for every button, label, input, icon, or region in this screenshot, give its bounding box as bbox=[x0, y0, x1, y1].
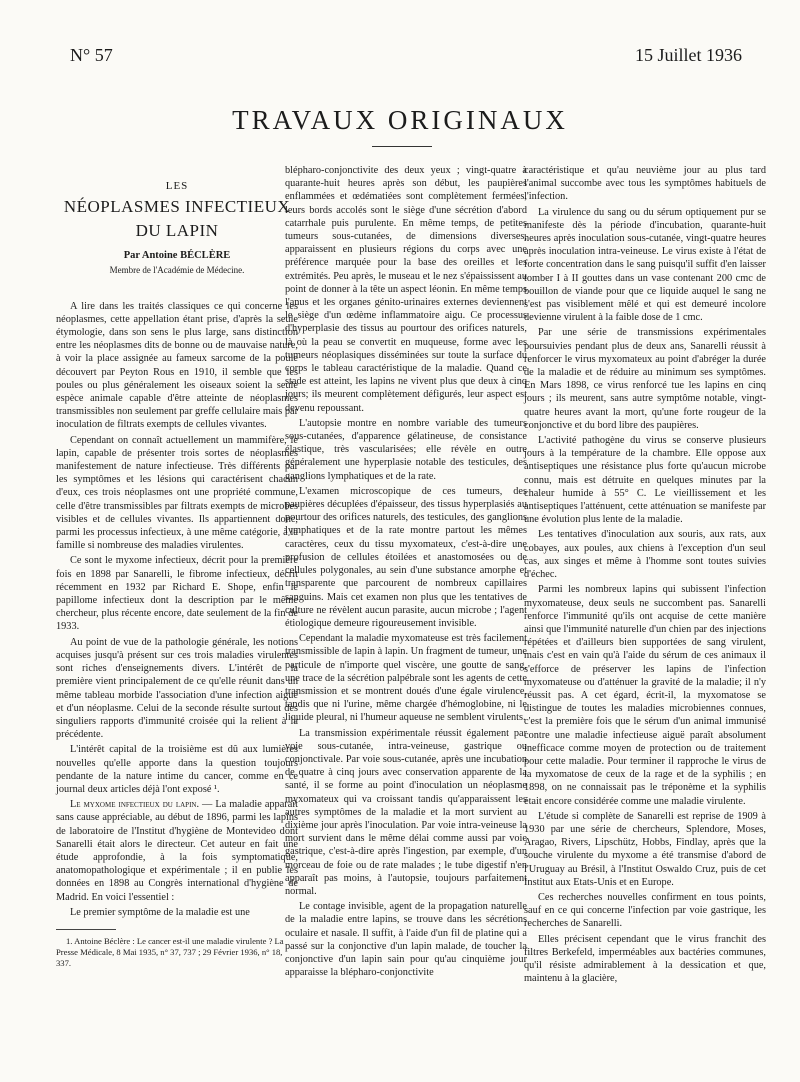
paragraph: L'examen microscopique de ces tumeurs, des paupières décuplées d'épaisseur, des tissus hyperplasiés au pourtour des orifices naturels, des testicules, des ganglions lymphatiques et de la rate montre partout les mêmes caractères, ceux du tissu myxomateux, c'est-à-dire une profusion de cellules étoilées et anastomosées ou de cellules polygonales, au sein d'une substance amorphe et transparente que parcourent de nombreux capillaires sanguins. Mais cet examen non plus que les tentatives de culture ne révèlent aucun parasite, aucun microbe ; l'agent étiologique demeure rigoureusement invisible. bbox=[285, 485, 527, 629]
paragraph: blépharo-conjonctivite des deux yeux ; vingt-quatre à quarante-huit heures après son début, les paupières enflammées et œdématiées sont complètement fermées, leurs bords accolés sont le siège d'une sécrétion d'abord catarrhale puis purulente. En même temps, de petites tumeurs sous-cutanées, de dimensions diverses, apparaissent en plusieurs régions du corps avec une préférence marquée pour la base des oreilles et les extrémités. Peu après, le museau et le nez s'épaississent au point de donner à la tête un aspect léonin. En même temps l'anus et les organes génito-urinaires externes deviennent le siège d'un œdème inflammatoire aigu. Ce processus d'hyperplasie des tissus au pourtour des orifices naturels, là où la peau se convertit en muqueuse, forme avec les tumeurs néoplasiques disséminées sur toute la surface du corps le tableau caractéristique de la maladie. Quand ce stade est atteint, les lapins ne vivent plus que deux à cinq jours; ils meurent complètement défigurés, leur aspect est devenu repoussant. bbox=[285, 165, 527, 414]
column-3 bbox=[524, 164, 766, 987]
article-title-line-2: DU LAPIN bbox=[135, 221, 219, 241]
paragraph: Parmi les nombreux lapins qui subissent l'infection myxomateuse, deux seuls ne succombent pas. Sanarelli renforce l'immunité qu'ils ont acquise de cette manière ainsi que l'immunité naturelle d'un chien par des injections répétées et d'ailleurs bien supportées de sang virulent, mais c'est en vain qu'à l'aide du sérum de ces animaux il s'efforce de préserver les lapins de l'infection myxomateuse ou d'atténuer la gravité de la maladie; il n'y réussit pas. A cet égard, écrit-il, la myxomatose se distingue de toutes les maladies microbiennes connues, c'est la première fois que le sérum d'un animal immunisé contre une maladie infectieuse aiguë paraît absolument inefficace comme moyen de protection ou de traitement pour cette maladie. Pour terminer il rapproche le virus de la myxomatose de ceux de la rage et de la syphilis ; en 1898, on ne connaissait pas le tréponème et la syphilis était encore considérée comme une maladie virulente. bbox=[524, 584, 766, 807]
column-1 bbox=[56, 180, 298, 969]
paragraph: A lire dans les traités classiques ce qui concerne les néoplasmes, cette appellation étant prise, d'après la seule étymologie, dans son sens le plus large, sans distinction entre les néoplasmes dits de bonne ou de mauvaise nature, à voir la place assignée au fameux sarcome de la poule découvert par Peyton Rous en 1910, il semble que les poules ou plus généralement les oiseaux soient la seule espèce animale capable d'être atteinte de néoplasmes transmissibles non seulement par greffe cellulaire mais par inoculation de filtrats exempts de cellules vivantes. bbox=[56, 300, 298, 431]
article-kicker: LES bbox=[165, 180, 189, 192]
paragraph: Au point de vue de la pathologie générale, les notions acquises jusqu'à présent sur ces trois maladies virulentes sont riches d'enseignements divers. L'intérêt de la première vient principalement de ce qu'elle réunit dans un même tableau morbide l'association d'une infection aiguë et d'un néoplasme. Celui de la seconde résulte surtout des singuliers rapports d'immunité croisée qui la relient à la précédente. bbox=[56, 636, 298, 741]
paragraph: Le premier symptôme de la maladie est une bbox=[70, 906, 250, 918]
paragraph: Ce sont le myxome infectieux, décrit pour la première fois en 1898 par Sanarelli, le fibrome infectieux, décrit récemment en 1932 par Richard E. Shope, enfin le papillome infectieux dont la description par le même chercheur, plus récente encore, date seulement de la fin de 1933. bbox=[56, 555, 298, 633]
paragraph: L'étude si complète de Sanarelli est reprise de 1909 à 1930 par une série de chercheurs, Splendore, Moses, Aragao, Rivers, Lipschütz, Hobbs, Findlay, après que la souche virulente du myxome a été transmise d'abord de l'Uruguay au Brésil, à l'Institut Oswaldo Cruz, puis de cet Institut aux Etats-Unis et en Europe. bbox=[524, 810, 766, 888]
footnote: 1. Antoine Béclère : Le cancer est-il une maladie virulente ? La Presse Médicale, 8 Mai 1935, n° 37, 737 ; 29 Février 1936, n° 18, 337. bbox=[56, 935, 284, 968]
paragraph: caractéristique et qu'au neuvième jour au plus tard l'animal succombe avec tous les symptômes habituels de l'infection. bbox=[524, 165, 766, 203]
paragraph: L'activité pathogène du virus se conserve plusieurs jours à la température de la chambre. Elle oppose aux antiseptiques une résistance plus forte qu'aucun microbe connu, mais est détruite en quelques minutes par la chaleur humide à 55° C. Le vieillissement et les antiseptiques l'atténuent, cette atténuation se manifeste par une évolution plus lente de la maladie. bbox=[524, 435, 766, 526]
title-divider bbox=[372, 146, 432, 147]
paragraph: La virulence du sang ou du sérum optiquement pur se manifeste dès la période d'incubation, quarante-huit heures après inoculation sous-cutanée, vingt-quatre heures après inoculation intra-veineuse. Le virus existe à l'état de forte concentration dans le sang puisqu'il suffit d'en laisser tomber I à II gouttes dans un vase contenant 200 cmc de bouillon de viande pour que ce liquide auquel le sang ne s'est pas visiblement mêlé et qui est demeuré incolore devienne virulent à la faible dose de 1 cmc. bbox=[524, 206, 766, 324]
section-lead: Le myxome infectieux du lapin. bbox=[70, 799, 200, 811]
article-title-line-1: NÉOPLASMES INFECTIEUX bbox=[63, 197, 291, 217]
paragraph: Par une série de transmissions expérimentales poursuivies pendant plus de deux ans, Sanarelli réussit à renforcer le virus myxomateux au point d'abréger la durée de la maladie et de réduire au minimum ses symptômes. En Mars 1898, ce virus renforcé tue les lapins en cinq jours ; ils meurent, sans autre symptôme notable, vingt-quatre heures avant la mort, qu'une forte rougeur de la conjonctive et du bord libre des paupières. bbox=[524, 327, 766, 431]
paragraph: Cependant on connaît actuellement un mammifère, le lapin, capable de présenter trois sortes de néoplasmes manifestement de nature infectieuse. Très différents par les symptômes et les lésions qui caractérisent chacun d'eux, ces trois néoplasmes ont une propriété commune, celle d'être transmissibles par filtrats exempts de microbes visibles et de cellules vivantes. Ils appartiennent donc, parmi les processus infectieux, à une même catégorie, à la famille si nombreuse des maladies virulentes. bbox=[56, 434, 298, 552]
paragraph: Le contage invisible, agent de la propagation naturelle de la maladie entre lapins, se trouve dans les sécrétions oculaire et nasale. Il suffit, à l'aide d'un fil de platine qui a passé sur la conjonctive d'un lapin malade, de toucher la conjonctive d'un lapin sain pour qu'au cinquième jour apparaisse la blépharo-conjonctivite bbox=[285, 901, 527, 979]
issue-date: 15 Juillet 1936 bbox=[635, 45, 742, 65]
paragraph: Ces recherches nouvelles confirment en tous points, sauf en ce qui concerne l'infection par voie gastrique, les recherches de Sanarelli. bbox=[524, 891, 766, 930]
column-2 bbox=[285, 164, 527, 981]
issue-number: N° 57 bbox=[70, 45, 113, 65]
footnote-divider bbox=[56, 929, 116, 930]
paragraph: L'intérêt capital de la troisième est dû aux lumières nouvelles qu'elle apporte dans la question toujours pendante de la nature intime du cancer, comme en ce journal deux articles déjà l'ont exposé ¹. bbox=[56, 744, 298, 795]
paragraph: L'autopsie montre en nombre variable des tumeurs sous-cutanées, d'apparence gélatineuse, de consistance élastique, très vascularisées; elle révèle en outre généralement une hyperplasie notable des testicules, des ganglions lymphatiques et de la rate. bbox=[285, 417, 527, 482]
section-title: TRAVAUX ORIGINAUX bbox=[232, 105, 568, 135]
article-author: Par Antoine BÉCLÈRE bbox=[123, 250, 231, 262]
paragraph: Elles précisent cependant que le virus franchit des filtres Berkefeld, imperméables aux bactéries communes, qu'il résiste admirablement à la dessication et que, maintenu à la glacière, bbox=[524, 933, 766, 985]
paragraph: La transmission expérimentale réussit également par voie sous-cutanée, intra-veineuse, gastrique ou conjonctivale. Par voie sous-cutanée, après une incubation de quatre à cinq jours avec conservation apparente de la santé, il se forme au point d'inoculation un néoplasme myxomateux qui va croissant tandis qu'apparaissent les autres symptômes de la maladie et la mort survient au dixième jour après l'inoculation. Par voie intra-veineuse la mort survient dans le même délai comme aussi par voie gastrique, c'est-à-dire après l'ingestion, par exemple, d'un morceau de foie ou de rate malades ; le tube digestif n'en apparaît pas moins, à l'autopsie, toujours parfaitement normal. bbox=[285, 727, 527, 897]
paragraph: Les tentatives d'inoculation aux souris, aux rats, aux cobayes, aux poules, aux chiens à l'exception d'un seul cas, aux singes et même à l'homme sont toutes suivies d'échec. bbox=[524, 529, 766, 581]
paragraph: Cependant la maladie myxomateuse est très facilement transmissible de lapin à lapin. Un fragment de tumeur, une particule de n'importe quel viscère, une goutte de sang, une trace de la sécrétion palpébrale sont les agents de cette transmission et se montrent doués d'une égale virulence, tandis que ni l'urine, même chargée d'hémoglobine, ni le liquide pleural, ni l'humeur aqueuse ne semblent virulents. bbox=[285, 633, 527, 724]
article-affiliation: Membre de l'Académie de Médecine. bbox=[109, 265, 245, 276]
paragraph bbox=[56, 798, 298, 904]
article-header bbox=[56, 180, 298, 278]
section-text: — La maladie apparaît sans cause appréciable, au début de 1896, parmi les lapins de laboratoire de l'Institut d'hygiène de Montevideo dont Sanarelli était alors le directeur. Cet auteur en fait une étude approfondie, à la fois symptomatique, anatomopathologique et expérimentale ; il en publie les données en 1898 au Congrès international d'hygiène de Madrid. En voici l'essentiel : bbox=[56, 799, 298, 903]
